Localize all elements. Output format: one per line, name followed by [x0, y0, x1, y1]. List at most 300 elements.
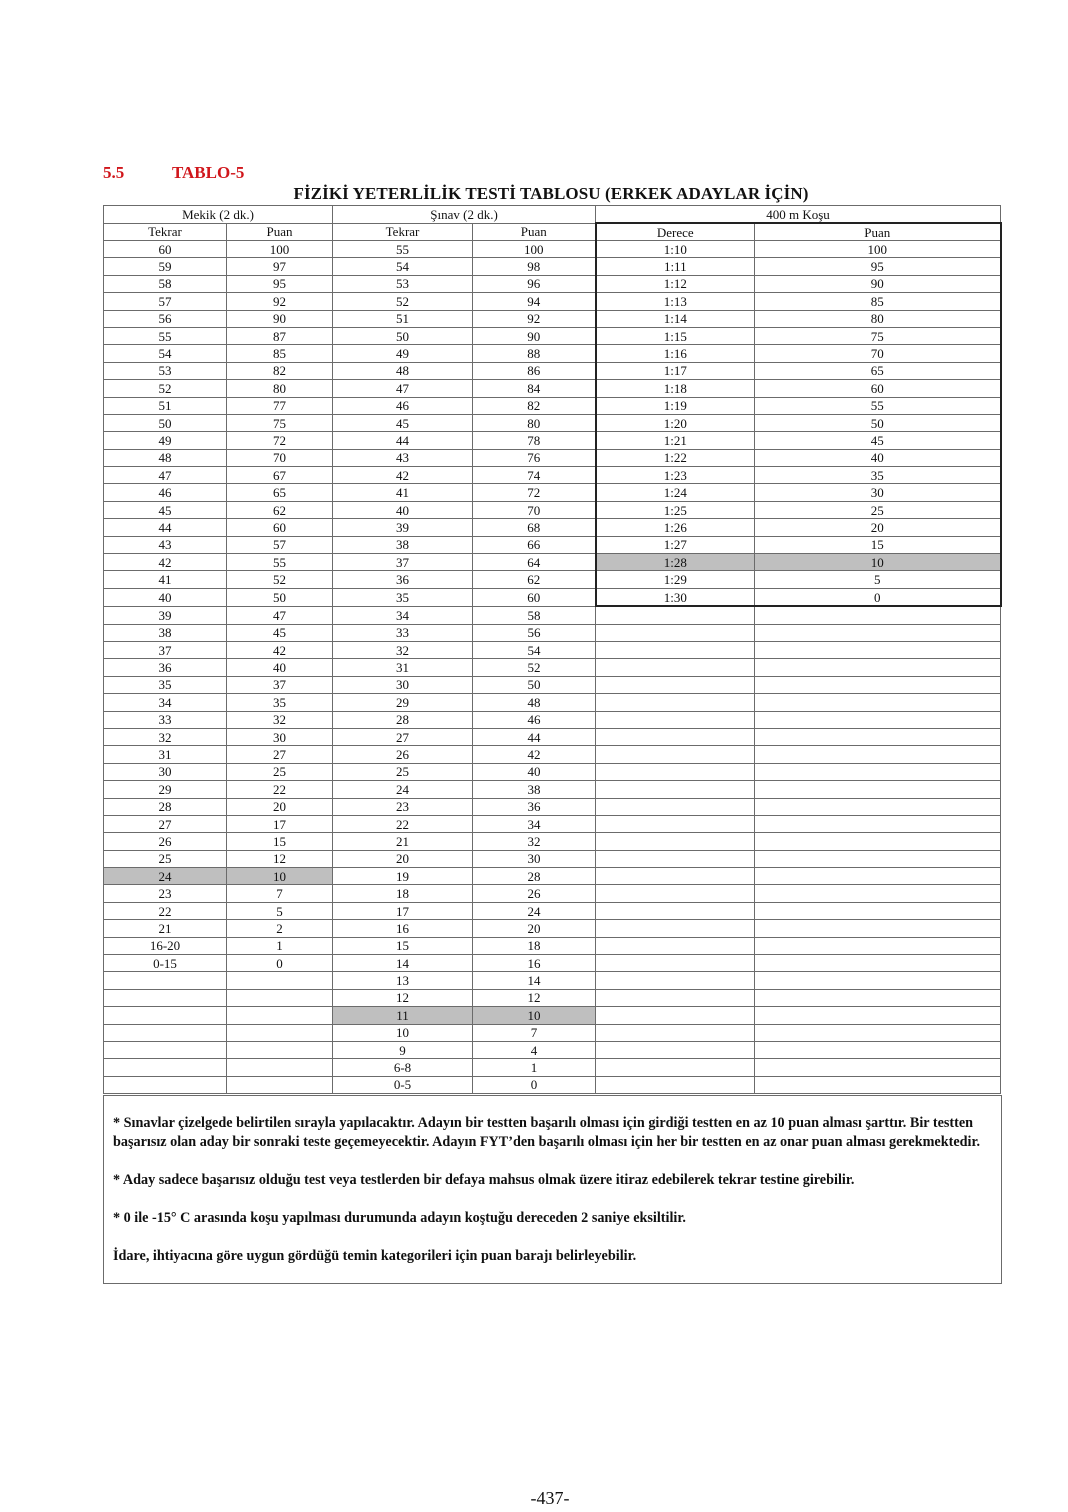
mekik-tekrar-cell: 57: [104, 293, 227, 310]
sinav-puan-cell: 16: [473, 955, 596, 972]
mekik-tekrar-cell: 53: [104, 362, 227, 379]
mekik-tekrar-cell: 41: [104, 571, 227, 588]
mekik-tekrar-cell: 59: [104, 258, 227, 275]
mekik-tekrar-cell: 36: [104, 659, 227, 676]
col-header-mekik-puan: Puan: [227, 223, 333, 241]
mekik-puan-cell: 5: [227, 902, 333, 919]
table-row: [104, 1041, 1001, 1058]
mekik-tekrar-cell: 40: [104, 588, 227, 606]
mekik-puan-cell: 55: [227, 554, 333, 571]
sinav-tekrar-cell: 12: [333, 989, 473, 1006]
table-row: [104, 850, 1001, 867]
mekik-tekrar-cell: 23: [104, 885, 227, 902]
mekik-tekrar-cell: 54: [104, 345, 227, 362]
mekik-tekrar-cell: [104, 972, 227, 989]
kosu-puan-cell: 0: [755, 588, 1001, 606]
mekik-puan-cell: 25: [227, 763, 333, 780]
kosu-puan-cell: [755, 815, 1001, 832]
table-row: [104, 624, 1001, 641]
table-row: [104, 1024, 1001, 1041]
sinav-puan-cell: 72: [473, 484, 596, 501]
sinav-puan-cell: 70: [473, 501, 596, 518]
kosu-derece-cell: [596, 815, 755, 832]
sinav-tekrar-cell: 51: [333, 310, 473, 327]
sinav-tekrar-cell: 50: [333, 327, 473, 344]
kosu-derece-cell: 1:30: [596, 588, 755, 606]
kosu-puan-cell: [755, 624, 1001, 641]
sinav-puan-cell: 76: [473, 449, 596, 466]
sinav-puan-cell: 38: [473, 781, 596, 798]
sinav-tekrar-cell: 38: [333, 536, 473, 553]
table-row: [104, 414, 1001, 431]
sinav-tekrar-cell: 34: [333, 606, 473, 624]
sinav-tekrar-cell: 35: [333, 588, 473, 606]
mekik-tekrar-cell: 48: [104, 449, 227, 466]
sinav-tekrar-cell: 25: [333, 763, 473, 780]
kosu-puan-cell: 75: [755, 327, 1001, 344]
mekik-tekrar-cell: 37: [104, 641, 227, 658]
group-header-sinav: Şınav (2 dk.): [333, 206, 596, 224]
mekik-puan-cell: [227, 1024, 333, 1041]
table-row: [104, 275, 1001, 292]
mekik-puan-cell: 1: [227, 937, 333, 954]
sinav-tekrar-cell: 22: [333, 815, 473, 832]
sinav-puan-cell: 58: [473, 606, 596, 624]
sinav-puan-cell: 46: [473, 711, 596, 728]
sinav-tekrar-cell: 44: [333, 432, 473, 449]
sinav-tekrar-cell: 18: [333, 885, 473, 902]
sinav-puan-cell: 96: [473, 275, 596, 292]
kosu-puan-cell: [755, 989, 1001, 1006]
kosu-puan-cell: 85: [755, 293, 1001, 310]
sinav-puan-cell: 50: [473, 676, 596, 693]
kosu-derece-cell: 1:24: [596, 484, 755, 501]
mekik-puan-cell: 82: [227, 362, 333, 379]
kosu-derece-cell: 1:14: [596, 310, 755, 327]
sinav-tekrar-cell: 31: [333, 659, 473, 676]
kosu-puan-cell: [755, 1059, 1001, 1076]
mekik-tekrar-cell: 55: [104, 327, 227, 344]
mekik-tekrar-cell: 22: [104, 902, 227, 919]
mekik-puan-cell: [227, 1007, 333, 1024]
mekik-puan-cell: 10: [227, 868, 333, 885]
table-row: [104, 258, 1001, 275]
sinav-tekrar-cell: 15: [333, 937, 473, 954]
sinav-puan-cell: 26: [473, 885, 596, 902]
kosu-puan-cell: [755, 850, 1001, 867]
mekik-puan-cell: 17: [227, 815, 333, 832]
mekik-tekrar-cell: 39: [104, 606, 227, 624]
mekik-puan-cell: 0: [227, 955, 333, 972]
mekik-puan-cell: 100: [227, 241, 333, 258]
kosu-puan-cell: [755, 711, 1001, 728]
sinav-puan-cell: 54: [473, 641, 596, 658]
kosu-puan-cell: 45: [755, 432, 1001, 449]
sinav-tekrar-cell: 40: [333, 501, 473, 518]
sinav-puan-cell: 48: [473, 694, 596, 711]
kosu-derece-cell: 1:21: [596, 432, 755, 449]
table-row: [104, 519, 1001, 536]
mekik-puan-cell: 27: [227, 746, 333, 763]
kosu-derece-cell: 1:15: [596, 327, 755, 344]
sinav-puan-cell: 66: [473, 536, 596, 553]
kosu-puan-cell: [755, 902, 1001, 919]
sinav-puan-cell: 40: [473, 763, 596, 780]
mekik-tekrar-cell: 47: [104, 467, 227, 484]
sinav-puan-cell: 62: [473, 571, 596, 588]
sinav-tekrar-cell: 14: [333, 955, 473, 972]
kosu-puan-cell: [755, 1024, 1001, 1041]
mekik-tekrar-cell: 44: [104, 519, 227, 536]
mekik-puan-cell: 60: [227, 519, 333, 536]
kosu-puan-cell: [755, 659, 1001, 676]
mekik-puan-cell: 37: [227, 676, 333, 693]
kosu-derece-cell: [596, 1007, 755, 1024]
table-row: [104, 449, 1001, 466]
sinav-puan-cell: 98: [473, 258, 596, 275]
kosu-derece-cell: 1:10: [596, 241, 755, 258]
mekik-tekrar-cell: [104, 1041, 227, 1058]
mekik-tekrar-cell: 42: [104, 554, 227, 571]
mekik-puan-cell: 32: [227, 711, 333, 728]
mekik-puan-cell: 65: [227, 484, 333, 501]
sinav-puan-cell: 86: [473, 362, 596, 379]
table-row: [104, 711, 1001, 728]
mekik-puan-cell: 62: [227, 501, 333, 518]
sinav-puan-cell: 44: [473, 728, 596, 745]
mekik-tekrar-cell: 32: [104, 728, 227, 745]
sinav-tekrar-cell: 23: [333, 798, 473, 815]
kosu-puan-cell: [755, 728, 1001, 745]
kosu-puan-cell: 30: [755, 484, 1001, 501]
table-row: [104, 746, 1001, 763]
kosu-puan-cell: 10: [755, 554, 1001, 571]
kosu-derece-cell: [596, 659, 755, 676]
kosu-puan-cell: [755, 1041, 1001, 1058]
table-row: [104, 1076, 1001, 1093]
kosu-puan-cell: 80: [755, 310, 1001, 327]
kosu-derece-cell: [596, 885, 755, 902]
sinav-tekrar-cell: 54: [333, 258, 473, 275]
sinav-puan-cell: 1: [473, 1059, 596, 1076]
kosu-derece-cell: [596, 1041, 755, 1058]
col-header-sinav-puan: Puan: [473, 223, 596, 241]
sinav-tekrar-cell: 46: [333, 397, 473, 414]
table-row: [104, 937, 1001, 954]
table-row: [104, 676, 1001, 693]
sinav-tekrar-cell: 53: [333, 275, 473, 292]
table-row: [104, 1059, 1001, 1076]
kosu-puan-cell: [755, 868, 1001, 885]
sinav-puan-cell: 10: [473, 1007, 596, 1024]
mekik-tekrar-cell: [104, 1007, 227, 1024]
kosu-puan-cell: 5: [755, 571, 1001, 588]
kosu-puan-cell: [755, 798, 1001, 815]
kosu-derece-cell: 1:26: [596, 519, 755, 536]
kosu-derece-cell: 1:28: [596, 554, 755, 571]
sinav-puan-cell: 18: [473, 937, 596, 954]
mekik-puan-cell: [227, 1059, 333, 1076]
kosu-derece-cell: 1:18: [596, 380, 755, 397]
kosu-derece-cell: [596, 868, 755, 885]
mekik-tekrar-cell: 50: [104, 414, 227, 431]
mekik-tekrar-cell: [104, 989, 227, 1006]
kosu-derece-cell: 1:27: [596, 536, 755, 553]
mekik-puan-cell: [227, 1041, 333, 1058]
sinav-puan-cell: 28: [473, 868, 596, 885]
col-header-sinav-tekrar: Tekrar: [333, 223, 473, 241]
sinav-puan-cell: 7: [473, 1024, 596, 1041]
sinav-puan-cell: 88: [473, 345, 596, 362]
sinav-puan-cell: 42: [473, 746, 596, 763]
mekik-tekrar-cell: 28: [104, 798, 227, 815]
sinav-tekrar-cell: 47: [333, 380, 473, 397]
kosu-derece-cell: [596, 781, 755, 798]
mekik-tekrar-cell: 31: [104, 746, 227, 763]
table-row: [104, 798, 1001, 815]
kosu-derece-cell: [596, 798, 755, 815]
sinav-tekrar-cell: 33: [333, 624, 473, 641]
mekik-puan-cell: 52: [227, 571, 333, 588]
note-4: İdare, ihtiyacına göre uygun gördüğü temin kategorileri için puan barajı belirleyebilir.: [113, 1248, 637, 1264]
kosu-puan-cell: [755, 955, 1001, 972]
mekik-tekrar-cell: 43: [104, 536, 227, 553]
sinav-puan-cell: 4: [473, 1041, 596, 1058]
mekik-puan-cell: 15: [227, 833, 333, 850]
table-row: [104, 588, 1001, 606]
kosu-derece-cell: [596, 1076, 755, 1093]
sinav-tekrar-cell: 37: [333, 554, 473, 571]
sinav-puan-cell: 74: [473, 467, 596, 484]
table-row: [104, 432, 1001, 449]
table-row: [104, 397, 1001, 414]
mekik-tekrar-cell: 24: [104, 868, 227, 885]
section-label: TABLO-5: [171, 163, 245, 182]
mekik-puan-cell: 77: [227, 397, 333, 414]
note-1: * Sınavlar çizelgede belirtilen sırayla yapılacaktır. Adayın bir testten başarılı olması için girdiği testten en az 10 puan alması şarttır. Bir testten başarısız olan aday bir sonraki teste geçemeyecektir. Adayın FYT’den başarılı olması için her bir testten en az onar puan alması gerekmektedir.: [113, 1115, 980, 1150]
mekik-tekrar-cell: 27: [104, 815, 227, 832]
group-header-kosu: 400 m Koşu: [596, 206, 1001, 224]
kosu-puan-cell: [755, 972, 1001, 989]
mekik-tekrar-cell: 21: [104, 920, 227, 937]
sinav-puan-cell: 12: [473, 989, 596, 1006]
kosu-derece-cell: [596, 763, 755, 780]
mekik-puan-cell: 95: [227, 275, 333, 292]
kosu-derece-cell: 1:11: [596, 258, 755, 275]
mekik-tekrar-cell: 45: [104, 501, 227, 518]
table-row: [104, 241, 1001, 258]
kosu-derece-cell: [596, 902, 755, 919]
sinav-puan-cell: 64: [473, 554, 596, 571]
sinav-tekrar-cell: 16: [333, 920, 473, 937]
kosu-derece-cell: [596, 989, 755, 1006]
sinav-tekrar-cell: 48: [333, 362, 473, 379]
sinav-tekrar-cell: 52: [333, 293, 473, 310]
mekik-tekrar-cell: 35: [104, 676, 227, 693]
sinav-puan-cell: 100: [473, 241, 596, 258]
kosu-derece-cell: [596, 850, 755, 867]
sinav-tekrar-cell: 29: [333, 694, 473, 711]
kosu-puan-cell: 35: [755, 467, 1001, 484]
mekik-tekrar-cell: 34: [104, 694, 227, 711]
table-row: [104, 885, 1001, 902]
table-row: [104, 536, 1001, 553]
mekik-tekrar-cell: 58: [104, 275, 227, 292]
kosu-derece-cell: 1:29: [596, 571, 755, 588]
kosu-puan-cell: [755, 1076, 1001, 1093]
table-row: [104, 955, 1001, 972]
table-row: [104, 659, 1001, 676]
kosu-puan-cell: [755, 885, 1001, 902]
sinav-tekrar-cell: 39: [333, 519, 473, 536]
kosu-derece-cell: [596, 833, 755, 850]
kosu-derece-cell: [596, 676, 755, 693]
mekik-tekrar-cell: 26: [104, 833, 227, 850]
kosu-puan-cell: 60: [755, 380, 1001, 397]
mekik-tekrar-cell: 33: [104, 711, 227, 728]
sinav-tekrar-cell: 9: [333, 1041, 473, 1058]
table-title: FİZİKİ YETERLİLİK TESTİ TABLOSU (ERKEK ADAYLAR İÇİN): [293, 184, 809, 203]
mekik-puan-cell: 70: [227, 449, 333, 466]
kosu-puan-cell: 50: [755, 414, 1001, 431]
mekik-puan-cell: 22: [227, 781, 333, 798]
sinav-puan-cell: 68: [473, 519, 596, 536]
sinav-tekrar-cell: 17: [333, 902, 473, 919]
table-row: [104, 781, 1001, 798]
table-row: [104, 501, 1001, 518]
mekik-puan-cell: 97: [227, 258, 333, 275]
page-number: -437-: [530, 1488, 570, 1508]
table-row: [104, 554, 1001, 571]
kosu-derece-cell: [596, 955, 755, 972]
mekik-puan-cell: 20: [227, 798, 333, 815]
mekik-tekrar-cell: 29: [104, 781, 227, 798]
mekik-puan-cell: [227, 989, 333, 1006]
sinav-puan-cell: 82: [473, 397, 596, 414]
sinav-tekrar-cell: 32: [333, 641, 473, 658]
sinav-puan-cell: 52: [473, 659, 596, 676]
kosu-derece-cell: 1:16: [596, 345, 755, 362]
sinav-puan-cell: 90: [473, 327, 596, 344]
mekik-puan-cell: 57: [227, 536, 333, 553]
kosu-puan-cell: 90: [755, 275, 1001, 292]
note-3: * 0 ile -15° C arasında koşu yapılması durumunda adayın koştuğu dereceden 2 saniye eksiltilir.: [113, 1210, 686, 1226]
kosu-puan-cell: 100: [755, 241, 1001, 258]
kosu-derece-cell: [596, 937, 755, 954]
kosu-puan-cell: 15: [755, 536, 1001, 553]
sinav-puan-cell: 30: [473, 850, 596, 867]
sinav-puan-cell: 92: [473, 310, 596, 327]
sinav-tekrar-cell: 10: [333, 1024, 473, 1041]
mekik-tekrar-cell: 49: [104, 432, 227, 449]
col-header-kosu-derece: Derece: [596, 223, 755, 241]
table-row: [104, 293, 1001, 310]
mekik-puan-cell: 35: [227, 694, 333, 711]
sinav-tekrar-cell: 43: [333, 449, 473, 466]
mekik-puan-cell: 85: [227, 345, 333, 362]
kosu-derece-cell: 1:12: [596, 275, 755, 292]
table-row: [104, 484, 1001, 501]
mekik-puan-cell: 42: [227, 641, 333, 658]
kosu-puan-cell: 55: [755, 397, 1001, 414]
kosu-puan-cell: [755, 781, 1001, 798]
table-row: [104, 694, 1001, 711]
mekik-tekrar-cell: 56: [104, 310, 227, 327]
table-row: [104, 362, 1001, 379]
kosu-derece-cell: [596, 728, 755, 745]
table-row: [104, 902, 1001, 919]
mekik-tekrar-cell: 51: [104, 397, 227, 414]
kosu-puan-cell: [755, 641, 1001, 658]
mekik-tekrar-cell: 38: [104, 624, 227, 641]
note-2: * Aday sadece başarısız olduğu test veya testlerden bir defaya mahsus olmak üzere itiraz edebilerek tekrar testine girebilir.: [113, 1172, 855, 1188]
sinav-tekrar-cell: 19: [333, 868, 473, 885]
mekik-tekrar-cell: 46: [104, 484, 227, 501]
table-row: [104, 989, 1001, 1006]
mekik-puan-cell: [227, 1076, 333, 1093]
mekik-tekrar-cell: 60: [104, 241, 227, 258]
kosu-derece-cell: [596, 1059, 755, 1076]
kosu-derece-cell: [596, 711, 755, 728]
sinav-puan-cell: 20: [473, 920, 596, 937]
sinav-tekrar-cell: 42: [333, 467, 473, 484]
group-header-mekik: Mekik (2 dk.): [104, 206, 333, 224]
kosu-puan-cell: [755, 833, 1001, 850]
mekik-tekrar-cell: 30: [104, 763, 227, 780]
kosu-derece-cell: [596, 920, 755, 937]
sinav-tekrar-cell: 45: [333, 414, 473, 431]
kosu-puan-cell: 70: [755, 345, 1001, 362]
table-row: [104, 920, 1001, 937]
kosu-puan-cell: 20: [755, 519, 1001, 536]
table-row: [104, 606, 1001, 624]
kosu-puan-cell: 65: [755, 362, 1001, 379]
table-row: [104, 833, 1001, 850]
fitness-test-table: [103, 205, 1002, 1094]
table-row: [104, 763, 1001, 780]
sinav-tekrar-cell: 26: [333, 746, 473, 763]
col-header-kosu-puan: Puan: [755, 223, 1001, 241]
sinav-puan-cell: 24: [473, 902, 596, 919]
sinav-tekrar-cell: 20: [333, 850, 473, 867]
table-row: [104, 972, 1001, 989]
mekik-puan-cell: 72: [227, 432, 333, 449]
sinav-tekrar-cell: 36: [333, 571, 473, 588]
sinav-puan-cell: 56: [473, 624, 596, 641]
sinav-tekrar-cell: 21: [333, 833, 473, 850]
kosu-derece-cell: 1:20: [596, 414, 755, 431]
sinav-puan-cell: 60: [473, 588, 596, 606]
mekik-puan-cell: 40: [227, 659, 333, 676]
sinav-tekrar-cell: 30: [333, 676, 473, 693]
sinav-puan-cell: 84: [473, 380, 596, 397]
table-row: [104, 345, 1001, 362]
mekik-puan-cell: [227, 972, 333, 989]
section-number: 5.5: [103, 163, 125, 182]
table-row: [104, 571, 1001, 588]
sinav-tekrar-cell: 11: [333, 1007, 473, 1024]
mekik-puan-cell: 80: [227, 380, 333, 397]
mekik-puan-cell: 7: [227, 885, 333, 902]
sinav-puan-cell: 32: [473, 833, 596, 850]
mekik-puan-cell: 30: [227, 728, 333, 745]
kosu-derece-cell: 1:22: [596, 449, 755, 466]
mekik-puan-cell: 12: [227, 850, 333, 867]
section-heading: [103, 163, 244, 183]
mekik-tekrar-cell: [104, 1059, 227, 1076]
kosu-derece-cell: 1:19: [596, 397, 755, 414]
kosu-puan-cell: [755, 763, 1001, 780]
